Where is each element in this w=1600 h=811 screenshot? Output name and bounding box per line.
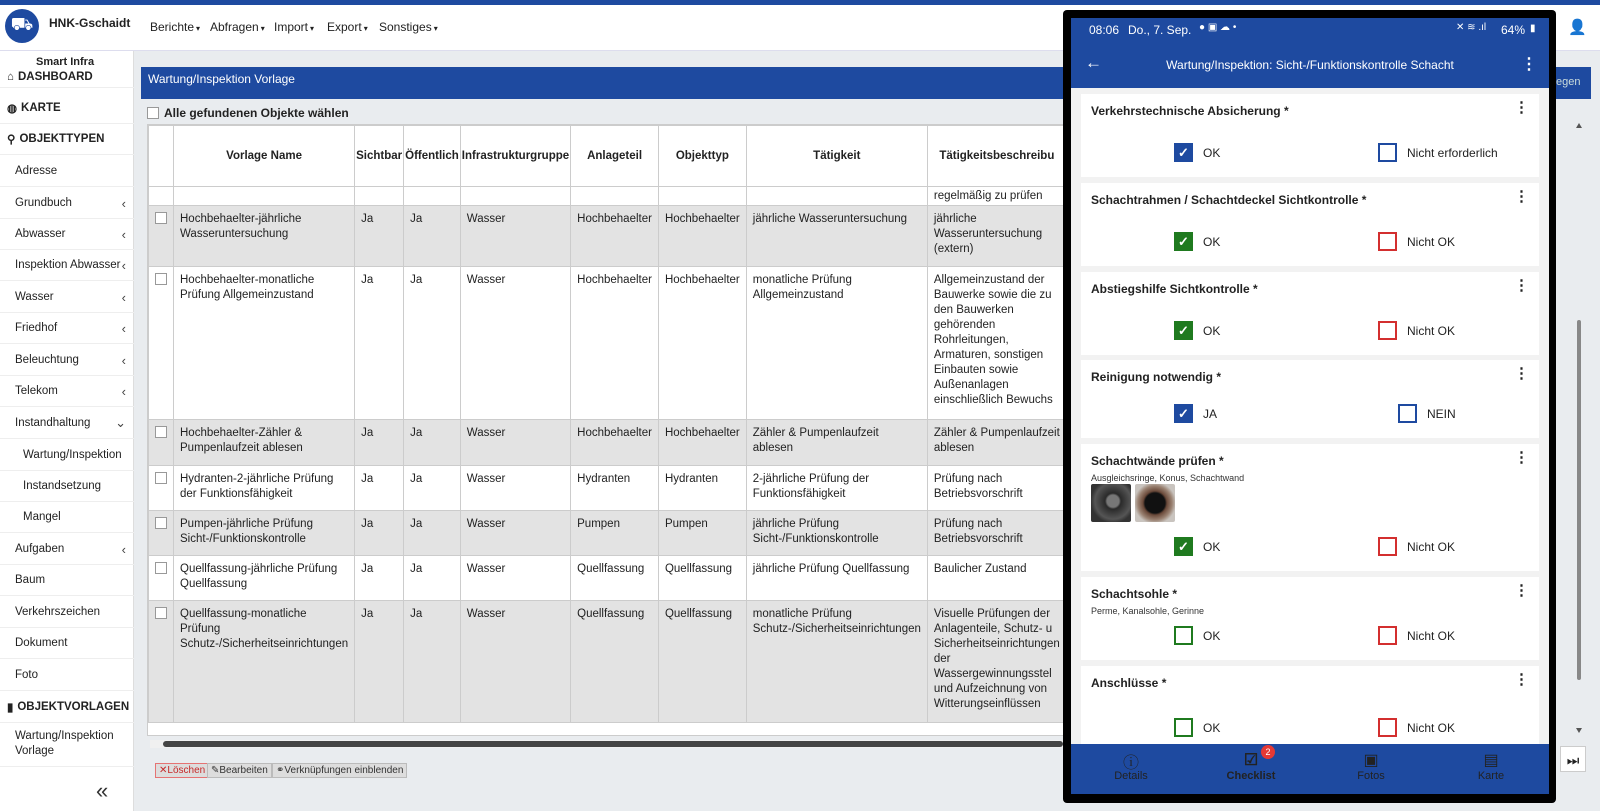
show-links-button[interactable]: ⚭Verknüpfungen einblenden xyxy=(272,763,407,778)
checklist-option[interactable] xyxy=(1174,232,1220,251)
checkbox-icon[interactable]: ✓ xyxy=(1174,321,1193,340)
checklist-card xyxy=(1081,94,1539,177)
topmenu-3[interactable] xyxy=(327,20,368,34)
caret-down-icon: ▾ xyxy=(433,24,438,33)
table-cell: Baulicher Zustand xyxy=(927,556,1066,601)
sidebar-brand: Smart Infra xyxy=(36,56,95,68)
table-cell xyxy=(404,187,461,206)
row-select-cell xyxy=(149,267,174,420)
table-cell: Wasser xyxy=(460,206,570,267)
card-more-icon[interactable]: ⋮ xyxy=(1514,365,1529,382)
table-cell xyxy=(149,187,174,206)
checklist-option[interactable] xyxy=(1174,404,1217,423)
table-cell: Quellfassung-jährliche Prüfung Quellfassung xyxy=(174,556,355,601)
scrollbar-thumb[interactable] xyxy=(163,741,1063,747)
row-select-cell xyxy=(149,601,174,723)
card-more-icon[interactable]: ⋮ xyxy=(1514,188,1529,205)
table-cell: monatliche Prüfung Allgemeinzustand xyxy=(746,267,927,420)
sidebar-item-19[interactable] xyxy=(0,660,134,691)
table-row[interactable] xyxy=(149,420,1067,466)
sidebar-item-label: Beleuchtung xyxy=(15,354,79,366)
nav-label: Fotos xyxy=(1357,770,1385,782)
option-label: Nicht OK xyxy=(1407,720,1456,735)
sidebar-item-label: Foto xyxy=(15,669,39,681)
table-cell: Ja xyxy=(355,466,404,511)
status-battery: 64% xyxy=(1501,23,1526,37)
sidebar-item-18[interactable] xyxy=(0,628,134,659)
table-cell: Zähler & Pumpenlaufzeit ablesen xyxy=(927,420,1066,466)
delete-button[interactable]: ✕Löschen xyxy=(155,763,209,778)
book-icon: ▮ xyxy=(7,702,14,714)
nav-label: Details xyxy=(1114,770,1148,782)
table-cell: Ja xyxy=(404,601,461,723)
checklist-option[interactable] xyxy=(1378,718,1455,737)
table-row[interactable] xyxy=(149,511,1067,556)
row-checkbox[interactable] xyxy=(155,607,167,619)
sidebar-item-label: OBJEKTVORLAGEN xyxy=(17,701,130,713)
table-cell: Hydranten-2-jährliche Prüfung der Funktionsfähigkeit xyxy=(174,466,355,511)
chevron-left-icon: ‹ xyxy=(121,383,126,399)
checkbox-icon[interactable]: ✓ xyxy=(1174,232,1193,251)
table-cell: Hochbehaelter xyxy=(571,420,659,466)
card-subtitle: Perme, Kanalsohle, Gerinne xyxy=(1091,606,1205,616)
checklist-icon: ☑ xyxy=(1243,752,1259,769)
table-cell: Hochbehaelter-Zähler & Pumpenlaufzeit ablesen xyxy=(174,420,355,466)
table-cell: Ja xyxy=(404,206,461,267)
topmenu-label: Berichte xyxy=(150,20,195,34)
checklist-option[interactable] xyxy=(1378,321,1455,340)
card-more-icon[interactable]: ⋮ xyxy=(1514,449,1529,466)
sidebar-item-label: Baum xyxy=(15,574,46,586)
table-cell: Wasser xyxy=(460,420,570,466)
table-cell: Hochbehaelter xyxy=(658,267,746,420)
info-icon: ⓘ xyxy=(1122,755,1139,772)
chevron-left-icon: ‹ xyxy=(121,289,126,305)
checklist-card xyxy=(1081,577,1539,660)
sidebar-item-21[interactable] xyxy=(0,723,134,767)
table-cell: Hochbehaelter xyxy=(571,206,659,267)
option-label: OK xyxy=(1203,628,1221,643)
app-logo-icon[interactable]: ⛟ xyxy=(5,9,39,43)
card-more-icon[interactable]: ⋮ xyxy=(1514,277,1529,294)
chevron-left-icon: ‹ xyxy=(121,541,126,557)
row-checkbox[interactable] xyxy=(155,273,167,285)
table-cell: Wasser xyxy=(460,511,570,556)
sidebar-item-2[interactable] xyxy=(0,124,134,155)
option-label: OK xyxy=(1203,720,1221,735)
table-cell: Visuelle Prüfungen der Anlagenteile, Schutz- u Sicherheitseinrichtungen der Wassergewinnungsstel und Aufzeichnung von Witterungseinflüssen xyxy=(927,601,1066,723)
caret-down-icon: ▾ xyxy=(260,24,265,33)
option-label: OK xyxy=(1203,539,1221,554)
table-cell: 2-jährliche Prüfung der Funktionsfähigkeit xyxy=(746,466,927,511)
checklist-card xyxy=(1081,183,1539,266)
chevron-left-icon: ‹ xyxy=(121,257,126,273)
table-cell xyxy=(355,187,404,206)
edit-button[interactable]: ✎Bearbeiten xyxy=(207,763,272,778)
table-cell: jährliche Wasseruntersuchung (extern) xyxy=(927,206,1066,267)
sidebar-item-12[interactable] xyxy=(0,440,134,471)
status-time: 08:06 xyxy=(1089,23,1120,37)
table-cell: Wasser xyxy=(460,466,570,511)
table-cell: Ja xyxy=(355,511,404,556)
option-label: OK xyxy=(1203,234,1221,249)
sidebar-item-label: DASHBOARD xyxy=(17,70,93,83)
sidebar-item-15[interactable] xyxy=(0,534,134,565)
globe-icon: ◍ xyxy=(7,103,18,115)
caret-down-icon: ▾ xyxy=(196,24,201,33)
sidebar-collapse-icon[interactable]: « xyxy=(96,778,109,803)
topmenu-label: Import xyxy=(274,20,309,34)
data-table xyxy=(147,124,1067,736)
row-select-cell xyxy=(149,420,174,466)
sidebar-item-1[interactable] xyxy=(0,93,134,124)
last-page-icon[interactable]: ⏭ xyxy=(1560,746,1586,772)
column-header[interactable]: Infrastrukturgruppe xyxy=(460,126,570,187)
card-more-icon[interactable]: ⋮ xyxy=(1514,99,1529,116)
checklist-card xyxy=(1081,444,1539,571)
sidebar-item-label: Grundbuch xyxy=(15,197,72,209)
nav-label: Karte xyxy=(1477,770,1505,782)
checkbox-icon[interactable] xyxy=(1378,537,1397,556)
sidebar-item-label: Instandhaltung xyxy=(15,417,91,429)
row-select-cell xyxy=(149,466,174,511)
checklist-badge: 2 xyxy=(1261,745,1275,759)
table-cell: Ja xyxy=(404,511,461,556)
table-cell: Ja xyxy=(355,206,404,267)
table-cell: Wasser xyxy=(460,267,570,420)
search-icon: ⚲ xyxy=(7,134,16,146)
checkbox-icon[interactable] xyxy=(1378,321,1397,340)
option-label: Nicht OK xyxy=(1407,628,1456,643)
table-cell: jährliche Wasseruntersuchung xyxy=(746,206,927,267)
row-checkbox[interactable] xyxy=(155,212,167,224)
sidebar-item-16[interactable] xyxy=(0,565,134,596)
sidebar-item-label: OBJEKTTYPEN xyxy=(19,133,105,145)
table-cell: Hochbehaelter xyxy=(658,206,746,267)
table-cell: Ja xyxy=(404,466,461,511)
checkbox-icon[interactable] xyxy=(1398,404,1417,423)
column-header[interactable]: Öffentlich xyxy=(404,126,461,187)
back-arrow-icon[interactable]: ← xyxy=(1085,53,1102,72)
table-cell xyxy=(746,187,927,206)
row-select-cell xyxy=(149,511,174,556)
card-title: Schachtrahmen / Schachtdeckel Sichtkontrolle * xyxy=(1091,193,1367,207)
topmenu-2[interactable] xyxy=(274,20,314,34)
checkbox-icon[interactable]: ✓ xyxy=(1174,404,1193,423)
table-cell: Pumpen xyxy=(571,511,659,556)
checklist-option[interactable] xyxy=(1378,232,1455,251)
sidebar-item-label: Inspektion Abwasser xyxy=(15,259,121,271)
checklist-option[interactable] xyxy=(1174,626,1220,645)
checklist-option[interactable] xyxy=(1398,404,1456,423)
table-cell: regelmäßig zu prüfen xyxy=(927,187,1066,206)
map-icon: ▤ xyxy=(1483,752,1499,769)
table-cell: Hochbehaelter xyxy=(571,267,659,420)
table-cell: Quellfassung xyxy=(658,601,746,723)
table-cell: monatliche Prüfung Schutz-/Sicherheitseinrichtungen xyxy=(746,601,927,723)
card-title: Verkehrstechnische Absicherung * xyxy=(1091,104,1289,118)
row-select-cell xyxy=(149,556,174,601)
table-cell xyxy=(571,187,659,206)
table-cell: Ja xyxy=(404,420,461,466)
card-more-icon[interactable]: ⋮ xyxy=(1514,671,1529,688)
sidebar-item-label: Adresse xyxy=(15,165,58,177)
appbar-title: Wartung/Inspektion: Sicht-/Funktionskontrolle Schacht xyxy=(1166,58,1454,72)
status-date: Do., 7. Sep. xyxy=(1128,23,1192,37)
column-header[interactable]: Vorlage Name xyxy=(174,126,355,187)
table-cell: Quellfassung xyxy=(571,601,659,723)
chevron-left-icon: ‹ xyxy=(121,320,126,336)
chevron-left-icon: ‹ xyxy=(121,195,126,211)
table-cell: Ja xyxy=(355,420,404,466)
sidebar-item-5[interactable] xyxy=(0,219,134,250)
partial-button-label[interactable]: egen xyxy=(1556,67,1591,99)
appbar-more-icon[interactable]: ⋮ xyxy=(1521,56,1537,73)
option-label: Nicht OK xyxy=(1407,539,1456,554)
home-icon: ⌂ xyxy=(7,70,14,83)
column-header[interactable]: Sichtbar xyxy=(355,126,404,187)
checkbox-icon[interactable] xyxy=(1174,718,1193,737)
table-cell: Zähler & Pumpenlaufzeit ablesen xyxy=(746,420,927,466)
card-title: Reinigung notwendig * xyxy=(1091,370,1221,384)
sidebar-item-14[interactable] xyxy=(0,502,134,533)
table-row[interactable] xyxy=(149,206,1067,267)
card-title: Schachtwände prüfen * xyxy=(1091,454,1224,468)
table-cell: Quellfassung xyxy=(571,556,659,601)
topmenu-label: Sonstiges xyxy=(379,20,432,34)
table-row[interactable] xyxy=(149,556,1067,601)
option-label: JA xyxy=(1203,406,1218,421)
caret-down-icon: ▾ xyxy=(310,24,315,33)
caret-down-icon: ▾ xyxy=(363,24,368,33)
table-cell: Prüfung nach Betriebsvorschrift xyxy=(927,466,1066,511)
row-checkbox[interactable] xyxy=(155,426,167,438)
topmenu-0[interactable] xyxy=(150,20,200,34)
option-label: Nicht OK xyxy=(1407,323,1456,338)
row-checkbox[interactable] xyxy=(155,517,167,529)
sidebar-item-label: Wartung/Inspektion Vorlage xyxy=(15,730,114,757)
checkbox-icon[interactable] xyxy=(1378,232,1397,251)
table-cell: Hochbehaelter-jährliche Wasseruntersuchung xyxy=(174,206,355,267)
nav-karte[interactable] xyxy=(1456,750,1526,782)
row-checkbox[interactable] xyxy=(155,562,167,574)
sidebar-item-11[interactable] xyxy=(0,408,134,439)
sidebar-item-label: Instandsetzung xyxy=(23,480,102,492)
table-cell: Ja xyxy=(355,601,404,723)
checkbox-icon[interactable] xyxy=(1174,626,1193,645)
card-title: Abstiegshilfe Sichtkontrolle * xyxy=(1091,282,1258,296)
row-select-cell xyxy=(149,206,174,267)
column-select xyxy=(149,126,174,187)
checklist-card xyxy=(1081,360,1539,438)
table-cell: Ja xyxy=(355,267,404,420)
table-cell xyxy=(658,187,746,206)
table-cell: Allgemeinzustand der Bauwerke sowie die zu den Bauwerken gehörenden Rohrleitungen, Armaturen, sonstigen Einbauten sowie Außenanlagen einschließlich Bewuchs xyxy=(927,267,1066,420)
topmenu-4[interactable] xyxy=(379,20,438,34)
nav-label: Checklist xyxy=(1226,770,1276,782)
panel-title: Wartung/Inspektion Vorlage xyxy=(141,67,1591,99)
checkbox-icon[interactable] xyxy=(1378,626,1397,645)
option-label: Nicht erforderlich xyxy=(1407,145,1498,160)
table-cell: Wasser xyxy=(460,556,570,601)
checklist-content xyxy=(1071,88,1549,744)
sidebar-item-label: Verkehrszeichen xyxy=(15,606,101,618)
option-label: OK xyxy=(1203,323,1221,338)
column-header[interactable]: Tätigkeit xyxy=(746,126,927,187)
checkbox-icon[interactable]: ✓ xyxy=(1174,143,1193,162)
option-label: OK xyxy=(1203,145,1221,160)
checklist-option[interactable] xyxy=(1174,718,1220,737)
sidebar-item-label: Telekom xyxy=(15,385,58,397)
card-more-icon[interactable]: ⋮ xyxy=(1514,582,1529,599)
sidebar-item-8[interactable] xyxy=(0,313,134,344)
phone-status-bar xyxy=(1071,18,1549,42)
photo-thumbnail[interactable] xyxy=(1135,484,1175,522)
nav-details[interactable] xyxy=(1096,750,1166,782)
sidebar-item-10[interactable] xyxy=(0,376,134,407)
table-cell: Ja xyxy=(404,556,461,601)
sidebar-item-17[interactable] xyxy=(0,597,134,628)
card-subtitle: Ausgleichsringe, Konus, Schachtwand xyxy=(1091,473,1245,483)
user-icon[interactable]: 👤 xyxy=(1568,19,1587,36)
topmenu-label: Export xyxy=(327,20,362,34)
sidebar-item-20[interactable] xyxy=(0,692,134,723)
table-cell: Ja xyxy=(355,556,404,601)
sidebar-item-label: Aufgaben xyxy=(15,543,65,555)
battery-icon: ▮ xyxy=(1530,23,1536,34)
table-cell: Quellfassung-monatliche Prüfung Schutz-/Sicherheitseinrichtungen xyxy=(174,601,355,723)
topmenu-label: Abfragen xyxy=(210,20,259,34)
table-row-partial xyxy=(149,187,1067,206)
option-label: Nicht OK xyxy=(1407,234,1456,249)
phone-appbar xyxy=(1071,42,1549,88)
table-cell: Hydranten xyxy=(658,466,746,511)
sidebar-item-label: Friedhof xyxy=(15,322,58,334)
row-checkbox[interactable] xyxy=(155,472,167,484)
checklist-card xyxy=(1081,666,1539,744)
table-cell xyxy=(460,187,570,206)
select-all-checkbox[interactable] xyxy=(147,106,349,120)
column-header[interactable]: Objekttyp xyxy=(658,126,746,187)
column-header[interactable]: Anlageteil xyxy=(571,126,659,187)
phone-scrollbar[interactable] xyxy=(1575,120,1583,740)
card-title: Schachtsohle * xyxy=(1091,587,1178,601)
table-cell: Pumpen xyxy=(658,511,746,556)
table-cell: Quellfassung xyxy=(658,556,746,601)
table-cell: jährliche Prüfung Quellfassung xyxy=(746,556,927,601)
table-row[interactable] xyxy=(149,267,1067,420)
column-header[interactable]: Tätigkeitsbeschreibu xyxy=(927,126,1066,187)
sidebar-item-7[interactable] xyxy=(0,282,134,313)
checkbox-icon[interactable] xyxy=(1378,143,1397,162)
chevron-left-icon: ‹ xyxy=(121,226,126,242)
checkbox-icon[interactable]: ✓ xyxy=(1174,537,1193,556)
checklist-option[interactable] xyxy=(1174,143,1220,162)
photo-thumbnail[interactable] xyxy=(1091,484,1131,522)
nav-fotos[interactable] xyxy=(1336,750,1406,782)
sidebar-item-6[interactable] xyxy=(0,250,134,281)
checkbox-icon[interactable] xyxy=(1378,718,1397,737)
checklist-card xyxy=(1081,272,1539,355)
table-cell: Pumpen-jährliche Prüfung Sicht-/Funktionskontrolle xyxy=(174,511,355,556)
card-title: Anschlüsse * xyxy=(1091,676,1167,690)
table-cell: Prüfung nach Betriebsvorschrift xyxy=(927,511,1066,556)
table-cell: Hochbehaelter-monatliche Prüfung Allgemeinzustand xyxy=(174,267,355,420)
table-cell: Wasser xyxy=(460,601,570,723)
sidebar-item-9[interactable] xyxy=(0,345,134,376)
chevron-down-icon: ⌄ xyxy=(115,415,126,430)
sidebar-item-0[interactable] xyxy=(0,66,134,88)
sidebar-item-3[interactable] xyxy=(0,156,134,187)
checklist-option[interactable] xyxy=(1378,143,1498,162)
checklist-option[interactable] xyxy=(1174,537,1220,556)
checklist-option[interactable] xyxy=(1378,537,1455,556)
table-cell xyxy=(174,187,355,206)
table-cell: Ja xyxy=(404,267,461,420)
app-title: HNK-Gschaidt xyxy=(49,16,131,30)
status-notification-icons: ● ▣ ☁ • xyxy=(1199,22,1237,33)
topmenu-1[interactable] xyxy=(210,20,265,34)
checkbox-icon[interactable] xyxy=(147,107,159,119)
select-all-label: Alle gefundenen Objekte wählen xyxy=(164,106,349,120)
table-cell: jährliche Prüfung Sicht-/Funktionskontrolle xyxy=(746,511,927,556)
chevron-left-icon: ‹ xyxy=(121,352,126,368)
table-cell: Hochbehaelter xyxy=(658,420,746,466)
sidebar-item-13[interactable] xyxy=(0,471,134,502)
sidebar-item-label: Wartung/Inspektion xyxy=(23,449,122,461)
image-icon: ▣ xyxy=(1363,752,1379,769)
nav-checklist[interactable] xyxy=(1216,750,1286,782)
sidebar-item-label: Dokument xyxy=(15,637,68,649)
sidebar-item-4[interactable] xyxy=(0,188,134,219)
checklist-option[interactable] xyxy=(1174,321,1220,340)
sidebar-item-label: Wasser xyxy=(15,291,54,303)
table-row[interactable] xyxy=(149,601,1067,723)
sidebar-item-label: Abwasser xyxy=(15,228,66,240)
status-signal-icons: ✕ ≋ .ıl xyxy=(1456,22,1487,33)
table-cell: Hydranten xyxy=(571,466,659,511)
table-row[interactable] xyxy=(149,466,1067,511)
sidebar-item-label: KARTE xyxy=(21,102,61,114)
option-label: NEIN xyxy=(1427,406,1456,421)
checklist-option[interactable] xyxy=(1378,626,1455,645)
sidebar-item-label: Mangel xyxy=(23,511,61,523)
